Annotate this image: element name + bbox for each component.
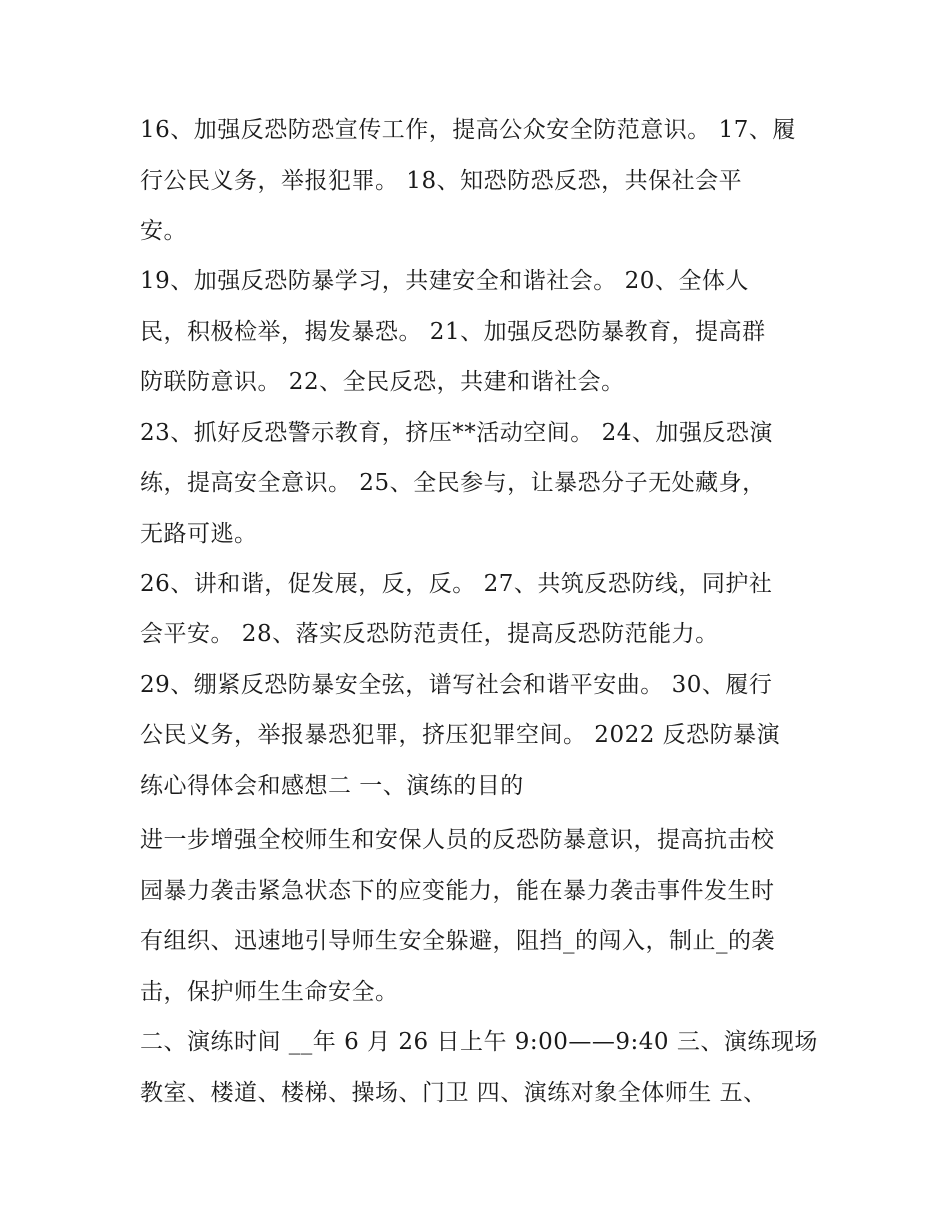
text-line: 29、绷紧反恐防暴安全弦，谱写社会和谐平安曲。 30、履行: [140, 672, 773, 698]
text-line: 26、讲和谐，促发展，反，反。 27、共筑反恐防线，同护社: [140, 571, 773, 597]
text-line: 19、加强反恐防暴学习，共建安全和谐社会。 20、全体人: [140, 268, 749, 294]
text-line: 练，提高安全意识。 25、全民参与，让暴恐分子无处藏身，: [140, 470, 766, 496]
text-line: 16、加强反恐防恐宣传工作，提高公众安全防范意识。 17、履: [140, 117, 796, 143]
text-line: 有组织、迅速地引导师生安全躲避，阻挡_的闯入，制止_的袭: [140, 928, 775, 954]
text-line: 安。: [140, 218, 187, 244]
text-line: 行公民义务，举报犯罪。 18、知恐防恐反恐，共保社会平: [140, 168, 743, 194]
text-line: 无路可逃。: [140, 521, 258, 547]
text-line: 23、抓好反恐警示教育，挤压**活动空间。 24、加强反恐演: [140, 420, 773, 446]
text-line: 教室、楼道、楼梯、操场、门卫 四、演练对象全体师生 五、: [140, 1080, 767, 1106]
text-line: 民，积极检举，揭发暴恐。 21、加强反恐防暴教育，提高群: [140, 319, 766, 345]
text-line: 进一步增强全校师生和安保人员的反恐防暴意识，提高抗击校: [140, 827, 775, 853]
text-line: 击，保护师生生命安全。: [140, 979, 399, 1005]
text-line: 会平安。 28、落实反恐防范责任，提高反恐防范能力。: [140, 621, 719, 647]
text-line: 练心得体会和感想二 一、演练的目的: [140, 773, 524, 799]
text-line: 公民义务，举报暴恐犯罪，挤压犯罪空间。 2022 反恐防暴演: [140, 722, 781, 748]
text-line: 二、演练时间 __年 6 月 26 日上午 9:00——9:40 三、演练现场: [140, 1029, 818, 1055]
text-line: 园暴力袭击紧急状态下的应变能力，能在暴力袭击事件发生时: [140, 878, 775, 904]
text-line: 防联防意识。 22、全民反恐，共建和谐社会。: [140, 369, 625, 395]
